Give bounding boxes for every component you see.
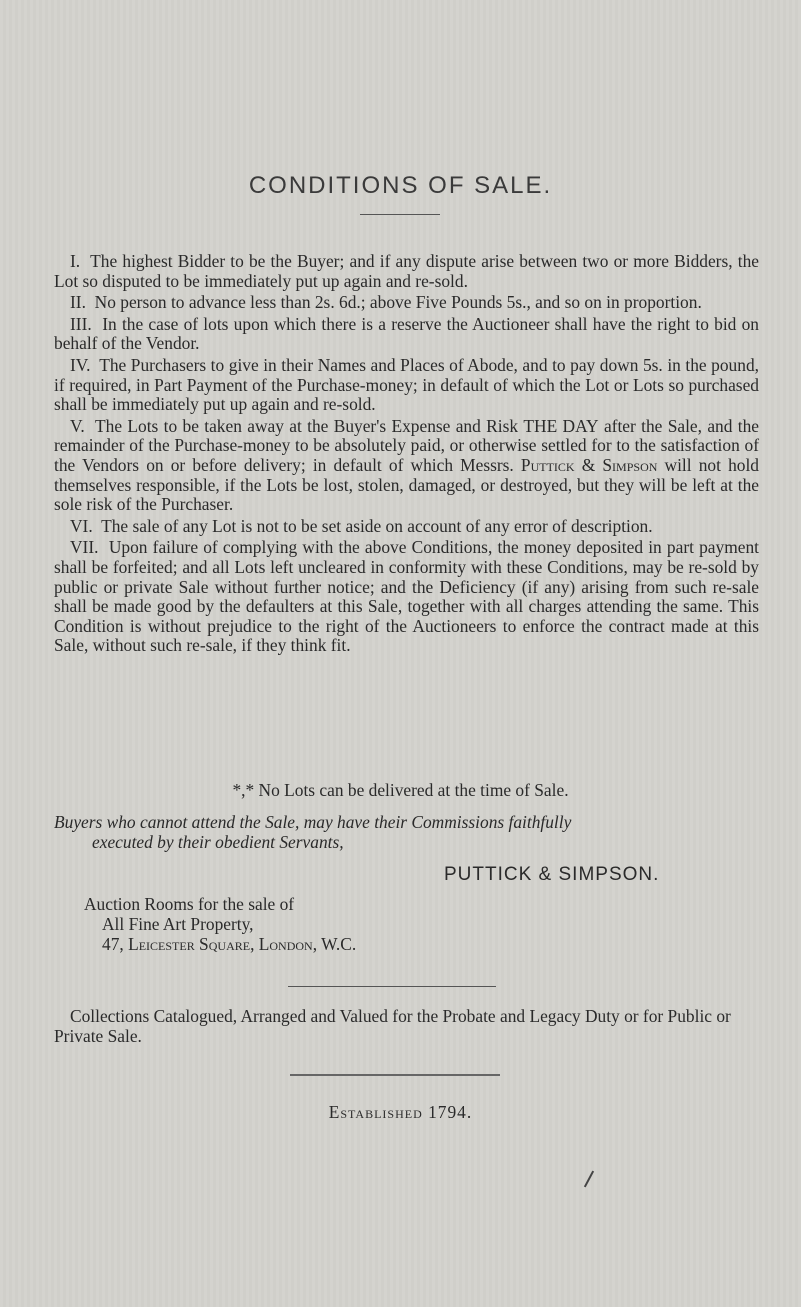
condition-number: I. — [70, 251, 81, 271]
address-district: , W.C. — [312, 934, 357, 954]
commissions-line: Buyers who cannot attend the Sale, may have their Commissions faithfully — [54, 812, 572, 832]
title-rule — [360, 214, 440, 215]
established-label: Established — [328, 1102, 423, 1122]
rooms-line: Auction Rooms for the sale of — [84, 894, 295, 914]
condition-number: V. — [70, 415, 85, 436]
condition-text: after the Sale, and the remainder of the Purchase-money to be absolutely paid, or otherwise settled for to the satisfaction of the Vendors on or before delivery; in default of which Messrs. — [54, 415, 760, 475]
condition-text: The Lots to be taken away at the Buyer's Expense and Risk — [95, 415, 519, 436]
condition-item — [54, 517, 759, 537]
condition-item — [54, 538, 759, 656]
condition-item — [54, 356, 759, 415]
section-rule — [288, 986, 496, 987]
delivery-note: *,* No Lots can be delivered at the time of Sale. — [232, 780, 569, 800]
condition-number: III. — [70, 313, 92, 334]
auction-rooms-address — [84, 894, 356, 954]
condition-item — [54, 252, 759, 291]
condition-number: VII. — [70, 537, 99, 558]
condition-text: The Purchasers to give in their Names and Places of Abode, and to pay down 5s. in the pound, if required, in Part Payment of the Purchase-money; in default of which the Lot or Lots so purchased shall be immediately put up again and re-sold. — [54, 354, 759, 415]
page-title: CONDITIONS OF SALE. — [248, 172, 553, 199]
pencil-mark — [584, 1171, 594, 1188]
condition-text: will not hold themselves responsible, if the Lots be lost, stolen, damaged, or destroyed, but they will be left at the sole risk of the Purchaser. — [54, 454, 759, 515]
condition-text: The sale of any Lot is not to be set aside on account of any error of description. — [101, 515, 653, 536]
condition-number: II. — [70, 292, 86, 313]
address-street: Leicester Square, London — [128, 934, 313, 954]
commissions-notice — [54, 812, 754, 852]
condition-text-smallcaps: THE DAY — [523, 415, 599, 436]
condition-number: IV. — [70, 354, 91, 375]
condition-item — [54, 417, 759, 515]
rooms-address-line — [84, 934, 356, 954]
rooms-line: All Fine Art Property, — [102, 914, 254, 934]
established-line — [0, 1102, 801, 1123]
condition-item — [54, 315, 759, 354]
conditions-list — [54, 252, 759, 658]
condition-item — [54, 293, 759, 313]
collections-notice: Collections Catalogued, Arranged and Valued for the Probate and Legacy Duty or for Public or Private Sale. — [54, 1006, 731, 1046]
firm-signature: PUTTICK & SIMPSON. — [444, 864, 660, 885]
established-year: 1794. — [422, 1102, 473, 1122]
condition-text: In the case of lots upon which there is a reserve the Auctioneer shall have the right to bid on behalf of the Vendor. — [54, 313, 759, 354]
firm-name-inline: Puttick & Simpson — [520, 454, 658, 475]
condition-text: Upon failure of complying with the above Conditions, the money deposited in part payment shall be forfeited; and all Lots left uncleared in conformity with these Conditions, may be re-sold by public or private Sale without further notice; and the Deficiency (if any) arising from such re-sale shall be made good by the defaulters at this Sale, together with all charges attending the same. This Condition is without prejudice to the right of the Auctioneers to enforce the contract made at this Sale, without such re-sale, if they think fit. — [54, 537, 759, 656]
address-number: 47, — [102, 934, 129, 954]
condition-text: The highest Bidder to be the Buyer; and if any dispute arise between two or more Bidders, the Lot so disputed to be immediately put up again and re-sold. — [54, 251, 759, 291]
condition-text: No person to advance less than 2s. 6d.; above Five Pounds 5s., and so on in proportion. — [94, 292, 702, 313]
condition-number: VI. — [70, 515, 93, 536]
commissions-line: executed by their obedient Servants, — [92, 832, 344, 852]
section-rule — [290, 1074, 500, 1076]
